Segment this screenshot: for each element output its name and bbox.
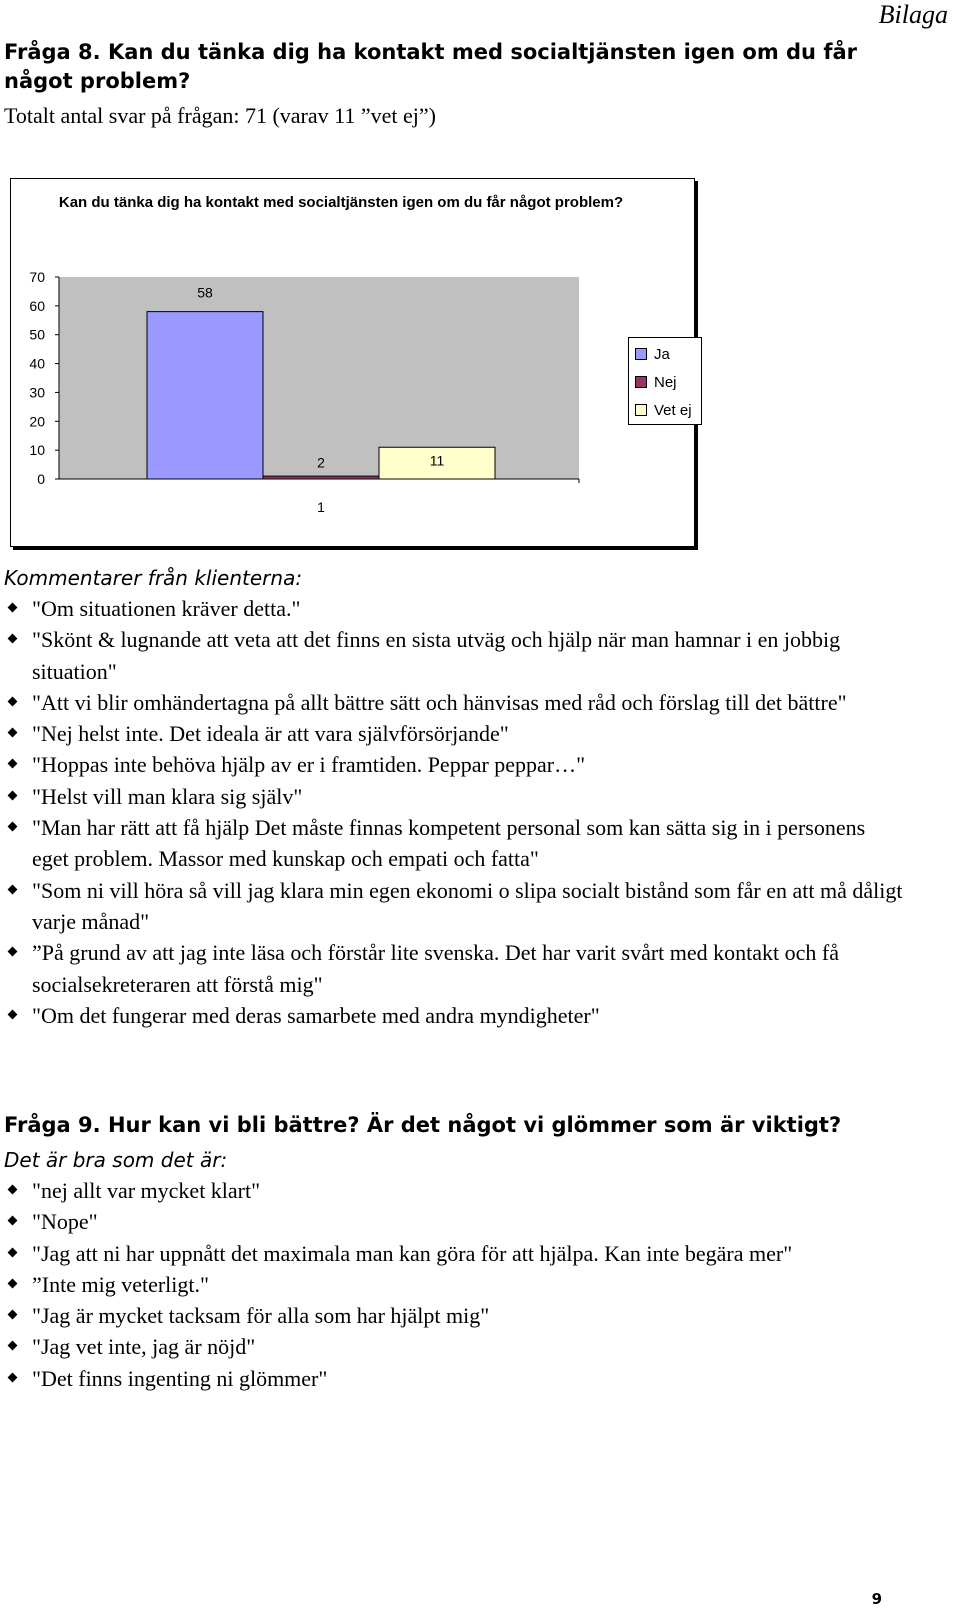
y-tick-label: 10 xyxy=(29,442,45,459)
page-number: 9 xyxy=(871,1590,882,1608)
y-tick-label: 0 xyxy=(37,471,45,487)
list-item: "Jag att ni har uppnått det maximala man kan göra för att hjälpa. Kan inte begära mer" xyxy=(4,1238,904,1269)
list-item: "Om det fungerar med deras samarbete med andra myndigheter" xyxy=(4,1000,904,1031)
plot-area xyxy=(59,277,579,479)
list-item: ”På grund av att jag inte läsa och förstår lite svenska. Det har varit svårt med kontakt och få socialsekreteraren att förstå mig" xyxy=(4,937,904,1000)
legend-item-ja xyxy=(635,344,670,364)
legend-swatch-ja xyxy=(635,348,647,360)
list-item: "Om situationen kräver detta." xyxy=(4,593,904,624)
list-item: "Som ni vill höra så vill jag klara min egen ekonomi o slipa socialt bistånd som får en att må dåligt varje månad" xyxy=(4,875,904,938)
y-tick-label: 20 xyxy=(29,413,45,430)
y-tick-label: 70 xyxy=(29,269,45,285)
legend-swatch-vet-ej xyxy=(635,404,647,416)
legend-item-nej xyxy=(635,372,677,392)
legend-label-nej: Nej xyxy=(654,373,677,391)
data-label: 11 xyxy=(429,452,445,469)
bullet-icon xyxy=(8,1372,18,1382)
bullet-icon xyxy=(8,1247,18,1257)
bar-chart xyxy=(11,179,694,546)
list-item: "Det finns ingenting ni glömmer" xyxy=(4,1363,904,1394)
y-tick-label: 50 xyxy=(29,326,45,343)
data-label: 2 xyxy=(317,454,325,471)
list-item: "Helst vill man klara sig själv" xyxy=(4,781,904,812)
data-label: 1 xyxy=(317,499,325,515)
bullet-icon xyxy=(8,1310,18,1320)
bullet-icon xyxy=(8,1341,18,1351)
y-tick-label: 30 xyxy=(29,384,45,401)
bullet-icon xyxy=(8,759,18,769)
question-9-list xyxy=(4,1175,904,1394)
legend-swatch-nej xyxy=(635,376,647,388)
list-item: "Att vi blir omhändertagna på allt bättre sätt och hänvisas med råd och förslag till det bättre" xyxy=(4,687,904,718)
list-item: "Jag vet inte, jag är nöjd" xyxy=(4,1331,904,1362)
bullet-icon xyxy=(8,822,18,832)
list-item: "nej allt var mycket klart" xyxy=(4,1175,904,1206)
y-tick-label: 60 xyxy=(29,297,45,314)
bullet-icon xyxy=(8,1009,18,1019)
list-item: "Nope" xyxy=(4,1206,904,1237)
bullet-icon xyxy=(8,1185,18,1195)
legend-label-vet-ej: Vet ej xyxy=(654,401,692,419)
bullet-icon xyxy=(8,790,18,800)
chart-container xyxy=(10,178,695,547)
bullet-icon xyxy=(8,696,18,706)
legend-label-ja: Ja xyxy=(654,345,670,363)
legend-item-vet-ej xyxy=(635,400,692,420)
bullet-icon xyxy=(8,634,18,644)
bullet-icon xyxy=(8,603,18,613)
list-item: "Hoppas inte behöva hjälp av er i framtiden. Peppar peppar…" xyxy=(4,749,904,780)
data-label: 58 xyxy=(197,284,213,301)
bullet-icon xyxy=(8,728,18,738)
list-item: "Jag är mycket tacksam för alla som har hjälpt mig" xyxy=(4,1300,904,1331)
bullet-icon xyxy=(8,1216,18,1226)
list-item: "Nej helst inte. Det ideala är att vara självförsörjande" xyxy=(4,718,904,749)
appendix-label: Bilaga xyxy=(878,0,948,29)
list-item: ”Inte mig veterligt." xyxy=(4,1269,904,1300)
comments-list xyxy=(4,593,904,1031)
question-9-title: Fråga 9. Hur kan vi bli bättre? Är det något vi glömmer som är viktigt? xyxy=(4,1113,842,1137)
y-tick-label: 40 xyxy=(29,355,45,372)
list-item: "Skönt & lugnande att veta att det finns en sista utväg och hjälp när man hamnar i en jobbig situation" xyxy=(4,624,904,687)
bar-ja xyxy=(147,312,263,479)
chart-legend xyxy=(628,337,702,425)
comments-heading: Kommentarer från klienterna: xyxy=(4,566,303,590)
list-item: "Man har rätt att få hjälp Det måste finnas kompetent personal som kan sätta sig in i personens eget problem. Massor med kunskap och empati och fatta" xyxy=(4,812,904,875)
bullet-icon xyxy=(8,1278,18,1288)
question-9-subheading: Det är bra som det är: xyxy=(4,1148,228,1172)
question-8-title: Fråga 8. Kan du tänka dig ha kontakt med socialtjänsten igen om du får något problem? xyxy=(4,40,857,93)
bullet-icon xyxy=(8,884,18,894)
chart-title: Kan du tänka dig ha kontakt med socialtjänsten igen om du får något problem? xyxy=(58,194,624,211)
bullet-icon xyxy=(8,947,18,957)
bar-nej xyxy=(263,476,379,479)
question-8-total: Totalt antal svar på frågan: 71 (varav 11 ”vet ej”) xyxy=(4,103,436,128)
